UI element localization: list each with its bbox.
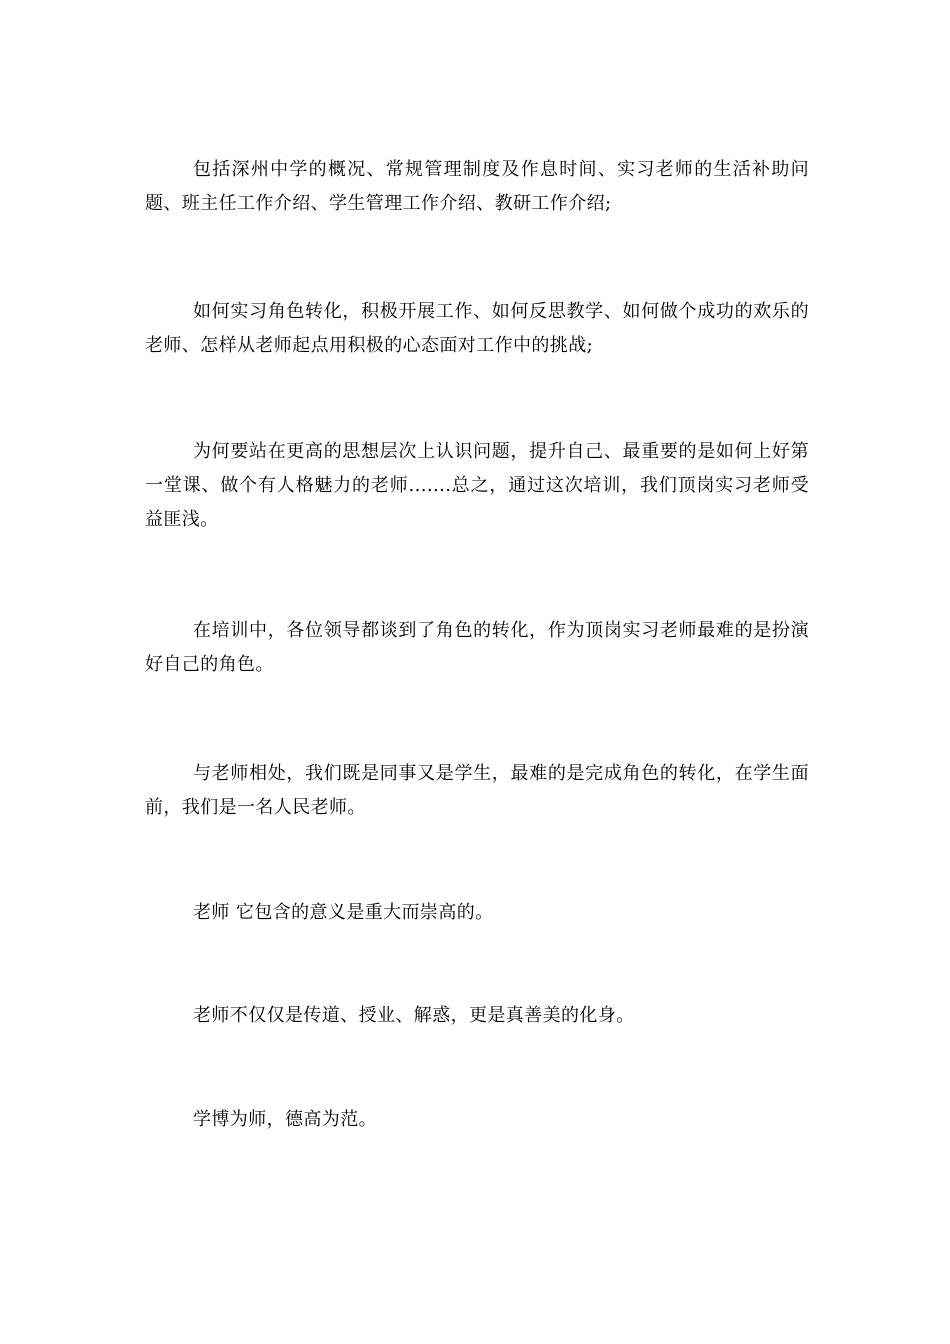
- paragraph-motto: 学博为师，德高为范。: [193, 1109, 377, 1130]
- paragraph-orientation-topics: 包括深州中学的概况、常规管理制度及作息时间、实习老师的生活补助问题、班主任工作介绍、学生管理工作介绍、教研工作介绍;: [145, 159, 809, 214]
- paragraph-training-summary: 为何要站在更高的思想层次上认识问题，提升自己、最重要的是如何上好第一堂课、做个有人格魅力的老师.......总之，通过这次培训，我们顶岗实习老师受益匪浅。: [145, 441, 809, 530]
- paragraph-colleague-student: 与老师相处，我们既是同事又是学生，最难的是完成角色的转化，在学生面前，我们是一名人民老师。: [145, 763, 809, 818]
- paragraph-teacher-meaning: 老师 它包含的意义是重大而崇高的。: [193, 902, 494, 923]
- paragraph-role-change: 在培训中，各位领导都谈到了角色的转化，作为顶岗实习老师最难的是扮演好自己的角色。: [145, 620, 809, 675]
- paragraph-role-transition-topics: 如何实习角色转化，积极开展工作、如何反思教学、如何做个成功的欢乐的老师、怎样从老师起点用积极的心态面对工作中的挑战;: [145, 301, 809, 356]
- paragraph-teacher-role: 老师不仅仅是传道、授业、解惑，更是真善美的化身。: [193, 1005, 635, 1026]
